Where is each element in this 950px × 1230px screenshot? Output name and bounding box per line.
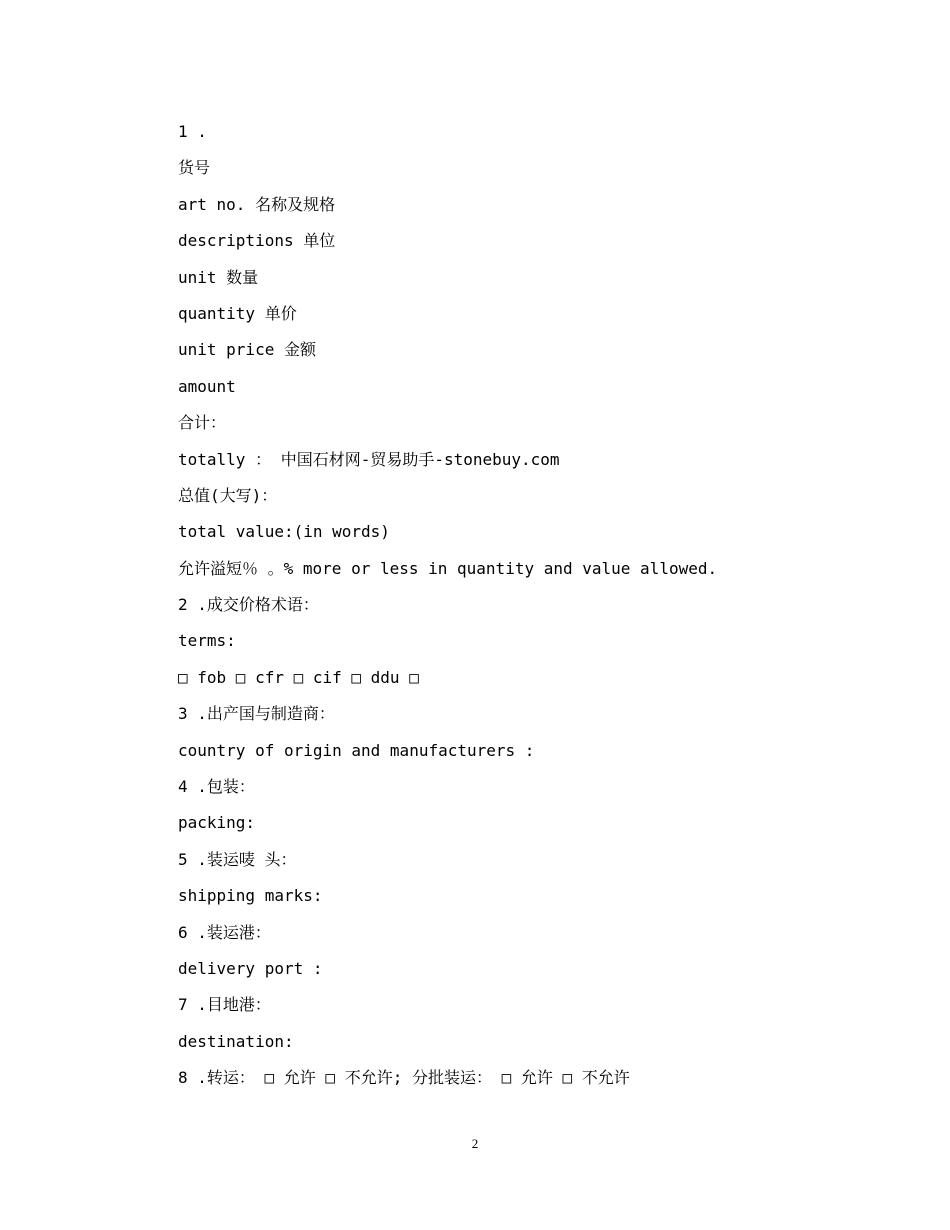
item-1-number: 1 . [178,122,207,141]
terms-checkboxes: □ fob □ cfr □ cif □ ddu □ [178,667,419,687]
tolerance-clause: 允许溢短％ 。% more or less in quantity and value allowed. [178,558,718,578]
amount-label: amount [178,376,236,396]
descriptions-label: descriptions 单位 [178,231,336,251]
art-no-label-cn: 货号 [178,158,211,178]
terms-label: terms: [178,631,236,651]
total-label-cn: 合计： [178,413,227,433]
item-7-destination-cn: 7 .目地港： [178,995,271,1015]
item-5-marks-cn: 5 .装运唛 头： [178,849,297,869]
item-2-terms-cn: 2 .成交价格术语： [178,595,319,615]
total-value-label: total value:(in words) [178,522,390,542]
item-6-port-cn: 6 .装运港： [178,922,271,942]
unit-price-label: unit price 金额 [178,340,316,360]
destination-label: destination: [178,1031,294,1051]
unit-label: unit 数量 [178,267,259,287]
item-3-origin-cn: 3 .出产国与制造商： [178,704,335,724]
total-value-label-cn: 总值(大写)： [178,485,278,505]
item-8-transshipment: 8 .转运： □ 允许 □ 不允许; 分批装运： □ 允许 □ 不允许 [178,1068,630,1088]
origin-label: country of origin and manufacturers : [178,740,535,760]
quantity-label: quantity 单价 [178,303,297,323]
art-no-label: art no. 名称及规格 [178,194,336,214]
document-body [178,118,878,1101]
page-number: 2 [471,1136,479,1151]
shipping-marks-label: shipping marks: [178,886,323,906]
packing-label: packing: [178,813,256,833]
delivery-port-label: delivery port : [178,958,323,978]
item-4-packing-cn: 4 .包装： [178,777,255,797]
totally-label: totally ： 中国石材网-贸易助手-stonebuy.com [178,449,560,469]
